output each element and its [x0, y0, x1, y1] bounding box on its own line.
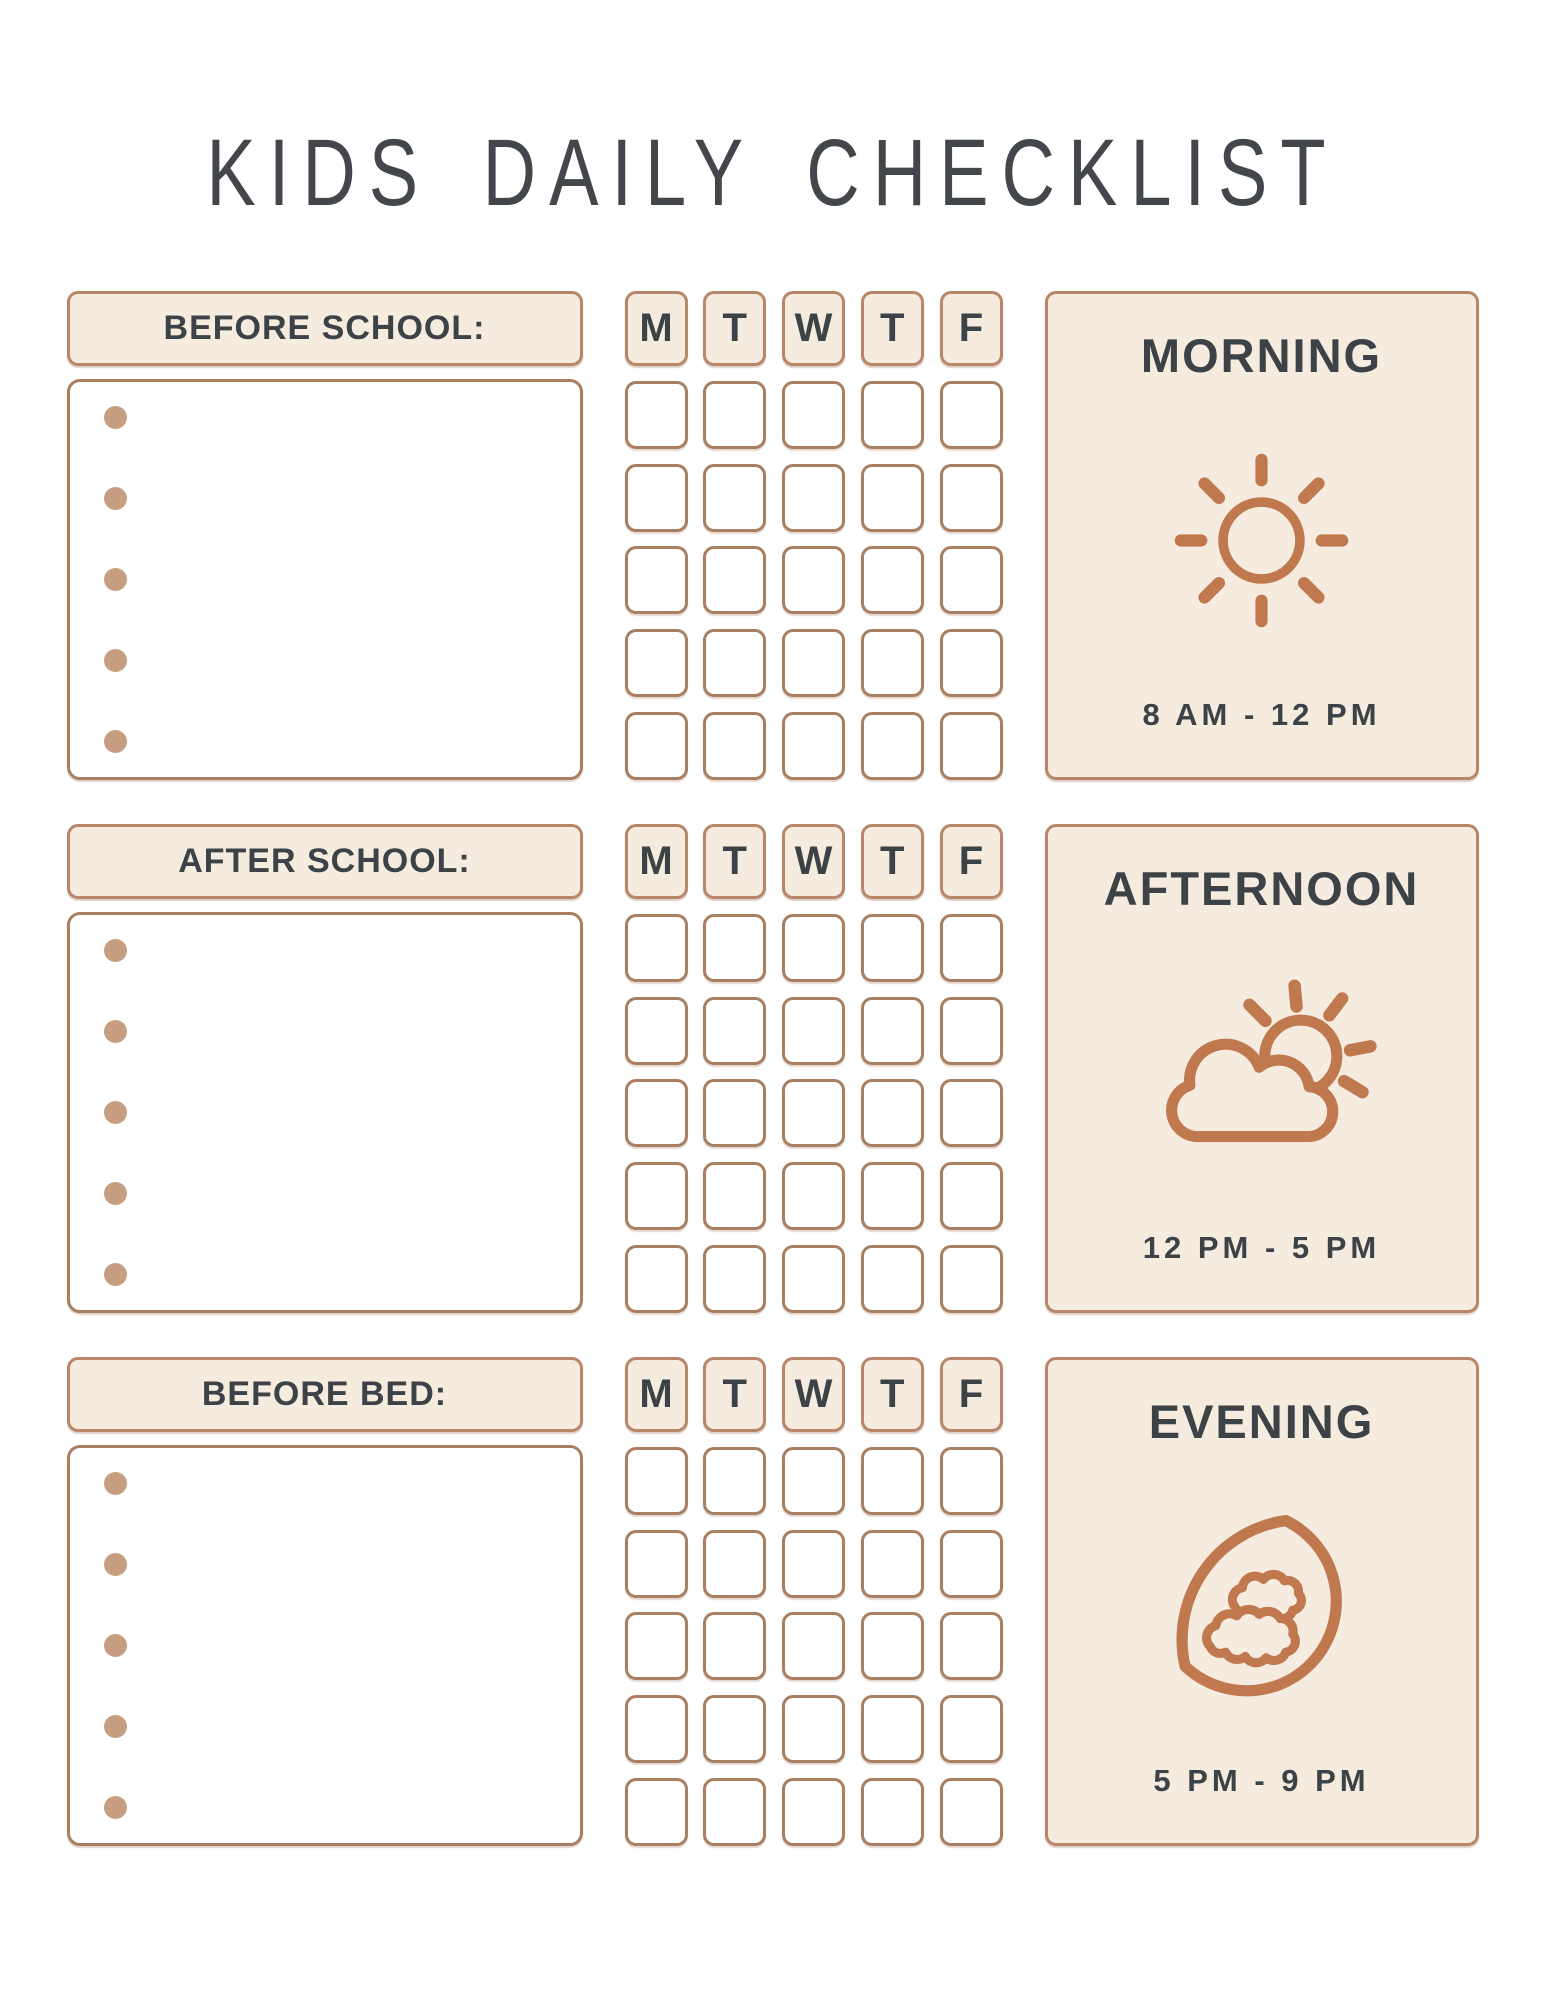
day-checkbox[interactable] [625, 1245, 688, 1313]
day-checkbox[interactable] [940, 1612, 1003, 1680]
day-checkbox[interactable] [782, 1162, 845, 1230]
weekday-header-tuesday: T [703, 824, 766, 899]
after-school-left-column [67, 824, 583, 1313]
day-checkbox[interactable] [625, 1530, 688, 1598]
day-checkbox[interactable] [703, 1530, 766, 1598]
day-checkbox[interactable] [782, 712, 845, 780]
task-line-dot [104, 1472, 127, 1495]
day-checkbox[interactable] [940, 381, 1003, 449]
after-school-week-grid [625, 824, 1003, 1313]
day-checkbox[interactable] [940, 914, 1003, 982]
day-checkbox[interactable] [940, 1778, 1003, 1846]
day-checkbox[interactable] [940, 1530, 1003, 1598]
day-checkbox[interactable] [703, 712, 766, 780]
day-checkbox[interactable] [782, 546, 845, 614]
weekday-header-monday: M [625, 291, 688, 366]
task-line-dot [104, 1182, 127, 1205]
day-checkbox[interactable] [861, 546, 924, 614]
task-line-dot [104, 487, 127, 510]
day-checkbox[interactable] [703, 1447, 766, 1515]
section-after-school [67, 824, 1479, 1313]
after-school-header [67, 824, 583, 899]
task-line-dot [104, 1796, 127, 1819]
day-checkbox[interactable] [861, 1447, 924, 1515]
day-checkbox[interactable] [782, 997, 845, 1065]
day-checkbox[interactable] [625, 1447, 688, 1515]
task-line-dot [104, 1101, 127, 1124]
evening-card [1045, 1357, 1479, 1846]
day-checkbox[interactable] [703, 914, 766, 982]
before-bed-week-grid [625, 1357, 1003, 1846]
weekday-header-wednesday: W [782, 1357, 845, 1432]
day-checkbox[interactable] [703, 1612, 766, 1680]
day-checkbox[interactable] [703, 1079, 766, 1147]
day-checkbox[interactable] [782, 1447, 845, 1515]
day-checkbox[interactable] [861, 464, 924, 532]
morning-title: MORNING [1140, 329, 1383, 382]
evening-time-range: 5 PM - 9 PM [1153, 1763, 1370, 1798]
task-line-dot [104, 1263, 127, 1286]
before-school-task-box[interactable] [67, 379, 583, 780]
day-checkbox[interactable] [782, 1079, 845, 1147]
weekday-header-thursday: T [861, 291, 924, 366]
evening-icon-wrap [1157, 1449, 1367, 1763]
day-checkbox[interactable] [782, 1695, 845, 1763]
day-checkbox[interactable] [861, 1245, 924, 1313]
afternoon-card [1045, 824, 1479, 1313]
day-checkbox[interactable] [861, 1162, 924, 1230]
day-checkbox[interactable] [625, 1612, 688, 1680]
day-checkbox[interactable] [940, 1447, 1003, 1515]
after-school-label: AFTER SCHOOL: [178, 842, 471, 880]
weekday-header-wednesday: W [782, 291, 845, 366]
day-checkbox[interactable] [861, 381, 924, 449]
day-checkbox[interactable] [861, 1079, 924, 1147]
day-checkbox[interactable] [703, 1695, 766, 1763]
afternoon-icon-wrap [1137, 916, 1387, 1230]
weekday-header-friday: F [940, 1357, 1003, 1432]
day-checkbox[interactable] [861, 914, 924, 982]
day-checkbox[interactable] [861, 1778, 924, 1846]
day-checkbox[interactable] [625, 629, 688, 697]
sections-container [67, 291, 1479, 1846]
morning-time-range: 8 AM - 12 PM [1142, 697, 1381, 732]
day-checkbox[interactable] [625, 914, 688, 982]
day-checkbox[interactable] [940, 997, 1003, 1065]
before-bed-label: BEFORE BED: [201, 1375, 448, 1413]
weekday-header-tuesday: T [703, 1357, 766, 1432]
day-checkbox[interactable] [940, 546, 1003, 614]
day-checkbox[interactable] [940, 464, 1003, 532]
day-checkbox[interactable] [940, 712, 1003, 780]
weekday-header-thursday: T [861, 1357, 924, 1432]
day-checkbox[interactable] [625, 712, 688, 780]
day-checkbox[interactable] [625, 1778, 688, 1846]
task-line-dot [104, 1553, 127, 1576]
weekday-header-monday: M [625, 1357, 688, 1432]
weekday-header-friday: F [940, 291, 1003, 366]
day-checkbox[interactable] [782, 1778, 845, 1846]
page-title: KIDS DAILY CHECKLIST [206, 119, 1339, 226]
day-checkbox[interactable] [940, 1245, 1003, 1313]
day-checkbox[interactable] [703, 997, 766, 1065]
day-checkbox[interactable] [861, 997, 924, 1065]
afternoon-time-range: 12 PM - 5 PM [1142, 1230, 1381, 1265]
sun-icon [1159, 438, 1364, 643]
before-bed-left-column [67, 1357, 583, 1846]
day-checkbox[interactable] [940, 1162, 1003, 1230]
day-checkbox[interactable] [861, 1612, 924, 1680]
day-checkbox[interactable] [861, 712, 924, 780]
day-checkbox[interactable] [625, 1695, 688, 1763]
task-line-dot [104, 406, 127, 429]
day-checkbox[interactable] [782, 1245, 845, 1313]
day-checkbox[interactable] [703, 1245, 766, 1313]
day-checkbox[interactable] [625, 1079, 688, 1147]
day-checkbox[interactable] [782, 381, 845, 449]
day-checkbox[interactable] [703, 1162, 766, 1230]
day-checkbox[interactable] [703, 464, 766, 532]
before-school-label: BEFORE SCHOOL: [163, 309, 486, 347]
weekday-header-monday: M [625, 824, 688, 899]
day-checkbox[interactable] [703, 381, 766, 449]
sun-behind-cloud-icon [1137, 973, 1387, 1174]
task-line-dot [104, 1020, 127, 1043]
day-checkbox[interactable] [625, 1162, 688, 1230]
before-school-left-column [67, 291, 583, 780]
day-checkbox[interactable] [625, 546, 688, 614]
day-checkbox[interactable] [861, 629, 924, 697]
morning-icon-wrap [1159, 383, 1364, 697]
day-checkbox[interactable] [703, 629, 766, 697]
day-checkbox[interactable] [625, 997, 688, 1065]
after-school-task-box[interactable] [67, 912, 583, 1313]
day-checkbox[interactable] [861, 1695, 924, 1763]
day-checkbox[interactable] [940, 1079, 1003, 1147]
day-checkbox[interactable] [782, 1530, 845, 1598]
day-checkbox[interactable] [782, 629, 845, 697]
day-checkbox[interactable] [782, 1612, 845, 1680]
day-checkbox[interactable] [703, 1778, 766, 1846]
task-line-dot [104, 1715, 127, 1738]
before-school-header [67, 291, 583, 366]
day-checkbox[interactable] [940, 629, 1003, 697]
task-line-dot [104, 939, 127, 962]
day-checkbox[interactable] [861, 1530, 924, 1598]
weekday-header-friday: F [940, 824, 1003, 899]
day-checkbox[interactable] [625, 464, 688, 532]
before-bed-header [67, 1357, 583, 1432]
weekday-header-thursday: T [861, 824, 924, 899]
task-line-dot [104, 730, 127, 753]
before-bed-task-box[interactable] [67, 1445, 583, 1846]
task-line-dot [104, 1634, 127, 1657]
section-before-school [67, 291, 1479, 780]
section-before-bed [67, 1357, 1479, 1846]
before-school-week-grid [625, 291, 1003, 780]
morning-card [1045, 291, 1479, 780]
task-line-dot [104, 649, 127, 672]
weekday-header-tuesday: T [703, 291, 766, 366]
afternoon-title: AFTERNOON [1103, 862, 1420, 915]
weekday-header-wednesday: W [782, 824, 845, 899]
evening-title: EVENING [1148, 1395, 1375, 1448]
task-line-dot [104, 568, 127, 591]
day-checkbox[interactable] [703, 546, 766, 614]
moon-with-clouds-icon [1157, 1501, 1367, 1711]
day-checkbox[interactable] [940, 1695, 1003, 1763]
day-checkbox[interactable] [782, 464, 845, 532]
day-checkbox[interactable] [782, 914, 845, 982]
day-checkbox[interactable] [625, 381, 688, 449]
